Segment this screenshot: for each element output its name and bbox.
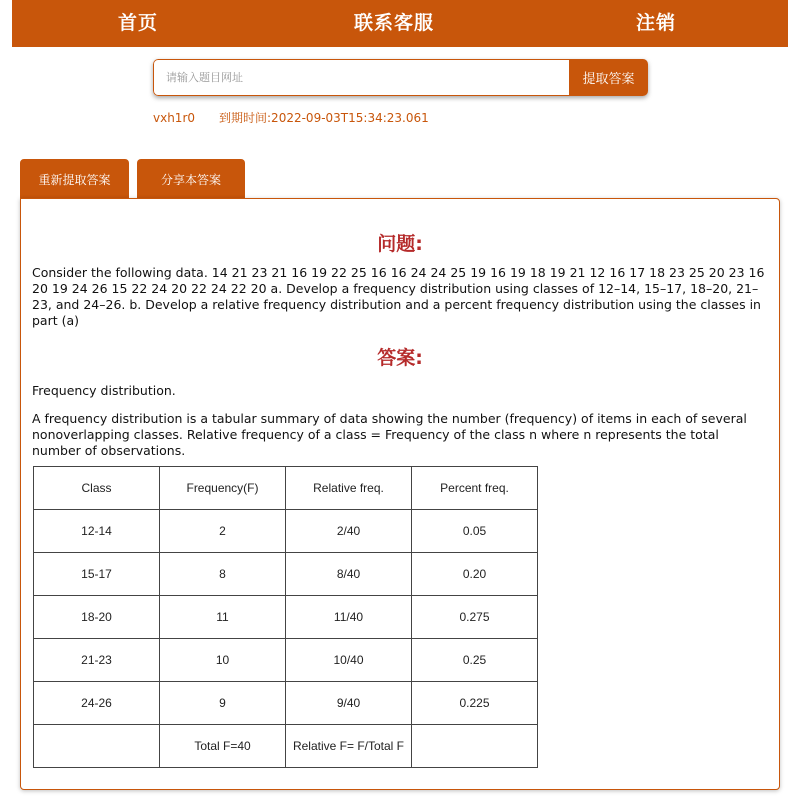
refetch-answer-tab[interactable]: 重新提取答案 xyxy=(20,159,129,199)
table-row xyxy=(34,596,538,639)
answer-panel xyxy=(20,198,780,790)
table-cell: 0.25 xyxy=(412,639,538,682)
answer-intro: Frequency distribution. xyxy=(32,383,176,398)
header-cell: Percent freq. xyxy=(412,467,538,510)
nav-home-link[interactable]: 首页 xyxy=(118,12,159,34)
table-cell: 9/40 xyxy=(286,682,412,725)
username: vxh1r0 xyxy=(153,111,196,125)
frequency-table xyxy=(33,466,538,768)
user-info xyxy=(153,109,429,126)
top-nav-bar xyxy=(12,0,788,47)
table-cell: 2 xyxy=(160,510,286,553)
table-cell: 8/40 xyxy=(286,553,412,596)
expire-time: 到期时间:2022-09-03T15:34:23.061 xyxy=(219,111,429,125)
question-text: Consider the following data. 14 21 23 21 16 19 22 25 16 16 24 24 25 19 16 19 18 19 21 12 16 17 18 23 25 20 23 16 20 19 24 26 15 22 24 20 22 24 22 20 a. Develop a frequency distribution using classes of 12–14, 15–17, 18–20, 21–23, and 24–26. b. Develop a relative frequency distribution and a percent frequency distribution using the classes in part (a) xyxy=(32,265,765,328)
table-cell: 24-26 xyxy=(34,682,160,725)
table-cell: 11 xyxy=(160,596,286,639)
table-cell: 2/40 xyxy=(286,510,412,553)
table-cell: 12-14 xyxy=(34,510,160,553)
nav-logout-link[interactable]: 注销 xyxy=(636,12,677,34)
nav-contact-service-link[interactable]: 联系客服 xyxy=(354,12,435,34)
table-cell: Total F=40 xyxy=(160,725,286,768)
table-header-row xyxy=(34,467,538,510)
table-cell xyxy=(34,725,160,768)
header-cell: Frequency(F) xyxy=(160,467,286,510)
question-heading: 问题: xyxy=(377,233,423,255)
table-cell: 8 xyxy=(160,553,286,596)
table-row xyxy=(34,682,538,725)
table-cell: 10 xyxy=(160,639,286,682)
url-input[interactable] xyxy=(153,59,569,96)
header-cell: Relative freq. xyxy=(286,467,412,510)
answer-heading: 答案: xyxy=(377,347,423,369)
table-row xyxy=(34,725,538,768)
share-answer-tab[interactable]: 分享本答案 xyxy=(137,159,245,199)
table-cell: 18-20 xyxy=(34,596,160,639)
fetch-answer-button[interactable]: 提取答案 xyxy=(569,59,648,96)
table-row xyxy=(34,553,538,596)
table-cell: 11/40 xyxy=(286,596,412,639)
table-cell: 10/40 xyxy=(286,639,412,682)
search-bar xyxy=(153,59,648,96)
table-row xyxy=(34,639,538,682)
table-row xyxy=(34,510,538,553)
header-cell: Class xyxy=(34,467,160,510)
table-cell: 0.225 xyxy=(412,682,538,725)
table-cell: Relative F= F/Total F xyxy=(286,725,412,768)
table-cell: 9 xyxy=(160,682,286,725)
answer-explanation: A frequency distribution is a tabular summary of data showing the number (frequency) of items in each of several nonoverlapping classes. Relative frequency of a class = Frequency of the class n where n represents the total number of observations. xyxy=(32,411,747,458)
table-cell: 0.20 xyxy=(412,553,538,596)
table-cell: 0.275 xyxy=(412,596,538,639)
table-cell: 0.05 xyxy=(412,510,538,553)
table-cell: 15-17 xyxy=(34,553,160,596)
table-cell xyxy=(412,725,538,768)
table-cell: 21-23 xyxy=(34,639,160,682)
